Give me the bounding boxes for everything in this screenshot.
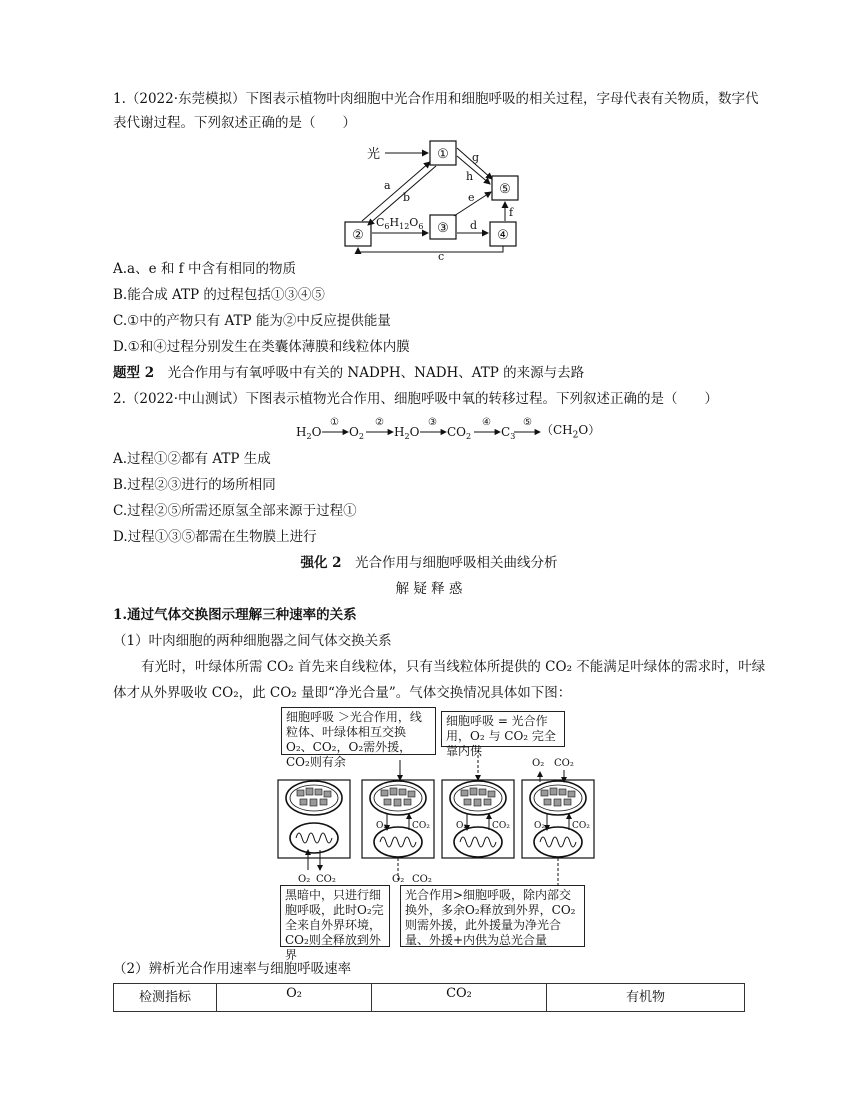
q2-stem: 2.（2022·中山测试）下图表示植物光合作用、细胞呼吸中氧的转移过程。下列叙述正确的是（ ） <box>113 391 719 407</box>
cell4-top-co2: CO₂ <box>554 758 574 769</box>
type2-text: 光合作用与有氧呼吸中有关的 NADPH、NADH、ATP 的来源与去路 <box>167 365 585 381</box>
th-organic: 有机物 <box>547 984 745 1012</box>
svg-text:H2O: $H_2O$ <box>296 425 322 441</box>
cell1-co2: CO₂ <box>316 874 336 885</box>
node-3: ③ <box>437 221 449 236</box>
box-dark: 黑暗中，只进行细胞呼吸，此时O₂完全来自外界环境，CO₂则全释放到外界 <box>280 885 390 947</box>
chain-n1: ① <box>330 417 339 428</box>
part1-sub1: （1）叶肉细胞的两种细胞器之间气体交换关系 <box>113 633 392 649</box>
part1-heading: 1.通过气体交换图示理解三种速率的关系 <box>113 607 357 623</box>
label-a: a <box>384 179 391 192</box>
svg-text:O2: $O_2$ <box>349 425 364 441</box>
label-e: e <box>468 191 475 204</box>
chain-n2: ② <box>375 417 384 428</box>
cell3-o2: O₂ <box>456 821 467 831</box>
th-o2: O₂ <box>217 984 372 1012</box>
q1-option-a: A.a、e 和 f 中含有相同的物质 <box>113 261 296 277</box>
cell2-o2: O₂ <box>376 821 387 831</box>
indicator-table <box>113 983 745 1012</box>
part1-para-line2: 体才从外界吸收 CO₂，此 CO₂ 量即“净光合量”。气体交换情况具体如下图： <box>113 685 572 701</box>
node-2: ② <box>352 228 364 243</box>
svg-text:CO2: $CO_2$ <box>447 425 472 441</box>
label-f: f <box>509 206 514 219</box>
cell4-o2: O₂ <box>534 821 545 831</box>
label-b: b <box>403 191 411 204</box>
chain-n3: ③ <box>428 417 437 428</box>
q1-stem-line2: 表代谢过程。下列叙述正确的是（ ） <box>113 115 356 131</box>
label-c: c <box>438 250 445 260</box>
node-1: ① <box>437 147 449 162</box>
chain-n4: ④ <box>482 417 491 428</box>
q1-option-d: D.①和④过程分别发生在类囊体薄膜和线粒体内膜 <box>113 339 410 355</box>
label-g: g <box>472 151 480 164</box>
th-indicator: 检测指标 <box>114 984 217 1012</box>
chain-ch2o: $(CH_2O)$ <box>541 423 601 441</box>
q2-oxygen-chain <box>296 414 566 444</box>
q2-option-d: D.过程①③⑤都需在生物膜上进行 <box>113 529 317 545</box>
cell4-co2: CO₂ <box>572 821 590 831</box>
q1-option-c: C.①中的产物只有 ATP 能为②中反应提供能量 <box>113 313 391 329</box>
part2-sub2: （2）辨析光合作用速率与细胞呼吸速率 <box>113 961 352 977</box>
light-label: 光 <box>367 147 381 162</box>
label-h: h <box>466 170 474 183</box>
svg-text:C3: $C_3$ <box>501 425 516 441</box>
box-photo-gt-resp: 光合作用>细胞呼吸，除内部交换外，多余O₂释放到外界，CO₂则需外援，此外援量为净光合量、外援+内供为总光合量 <box>400 885 585 947</box>
q1-option-b: B.能合成 ATP 的过程包括①③④⑤ <box>113 287 325 303</box>
q1-process-diagram <box>340 138 540 260</box>
box-resp-eq-photo: 细胞呼吸 = 光合作用，O₂ 与 CO₂ 完全靠内供 <box>441 711 565 747</box>
part1-para-line1: 有光时，叶绿体所需 CO₂ 首先来自线粒体，只有当线粒体所提供的 CO₂ 不能满足叶绿体的需求时，叶绿 <box>141 659 766 675</box>
cell1-o2: O₂ <box>298 874 311 885</box>
cell2-out-co2: CO₂ <box>412 874 432 885</box>
section-title <box>113 552 745 574</box>
q1-stem-line1: 1.（2022·东莞模拟）下图表示植物叶肉细胞中光合作用和细胞呼吸的相关过程，字母代表有关物质，数字代 <box>113 91 759 107</box>
type2-label: 题型 2 <box>113 365 155 381</box>
type2-heading <box>113 362 584 384</box>
q2-option-c: C.过程②⑤所需还原氢全部来源于过程① <box>113 503 357 519</box>
cell4-top-o2: O₂ <box>532 758 545 769</box>
section-title-prefix: 强化 2 <box>300 555 342 571</box>
chain-n5: ⑤ <box>523 417 532 428</box>
node-5: ⑤ <box>499 182 511 197</box>
label-d: d <box>470 219 478 232</box>
section-title-text: 光合作用与细胞呼吸相关曲线分析 <box>355 555 558 571</box>
node-4: ④ <box>497 228 509 243</box>
box-resp-gt-photo: 细胞呼吸 ＞光合作用，线粒体、叶绿体相互交换 O₂、CO₂，O₂需外援，CO₂则有余 <box>281 707 436 755</box>
svg-text:H2O: $H_2O$ <box>394 425 420 441</box>
q2-option-b: B.过程②③进行的场所相同 <box>113 477 276 493</box>
q2-option-a: A.过程①②都有 ATP 生成 <box>113 451 271 467</box>
cell2-out-o2: O₂ <box>392 874 405 885</box>
section-subtitle: 解 疑 释 惑 <box>395 581 463 597</box>
table-header-row <box>114 984 745 1012</box>
glucose-label: $C_6H_{12}O_6$ <box>376 216 424 231</box>
th-co2: CO₂ <box>372 984 547 1012</box>
gas-exchange-figure <box>270 750 600 890</box>
cell2-co2: CO₂ <box>412 821 430 831</box>
cell3-co2: CO₂ <box>492 821 510 831</box>
